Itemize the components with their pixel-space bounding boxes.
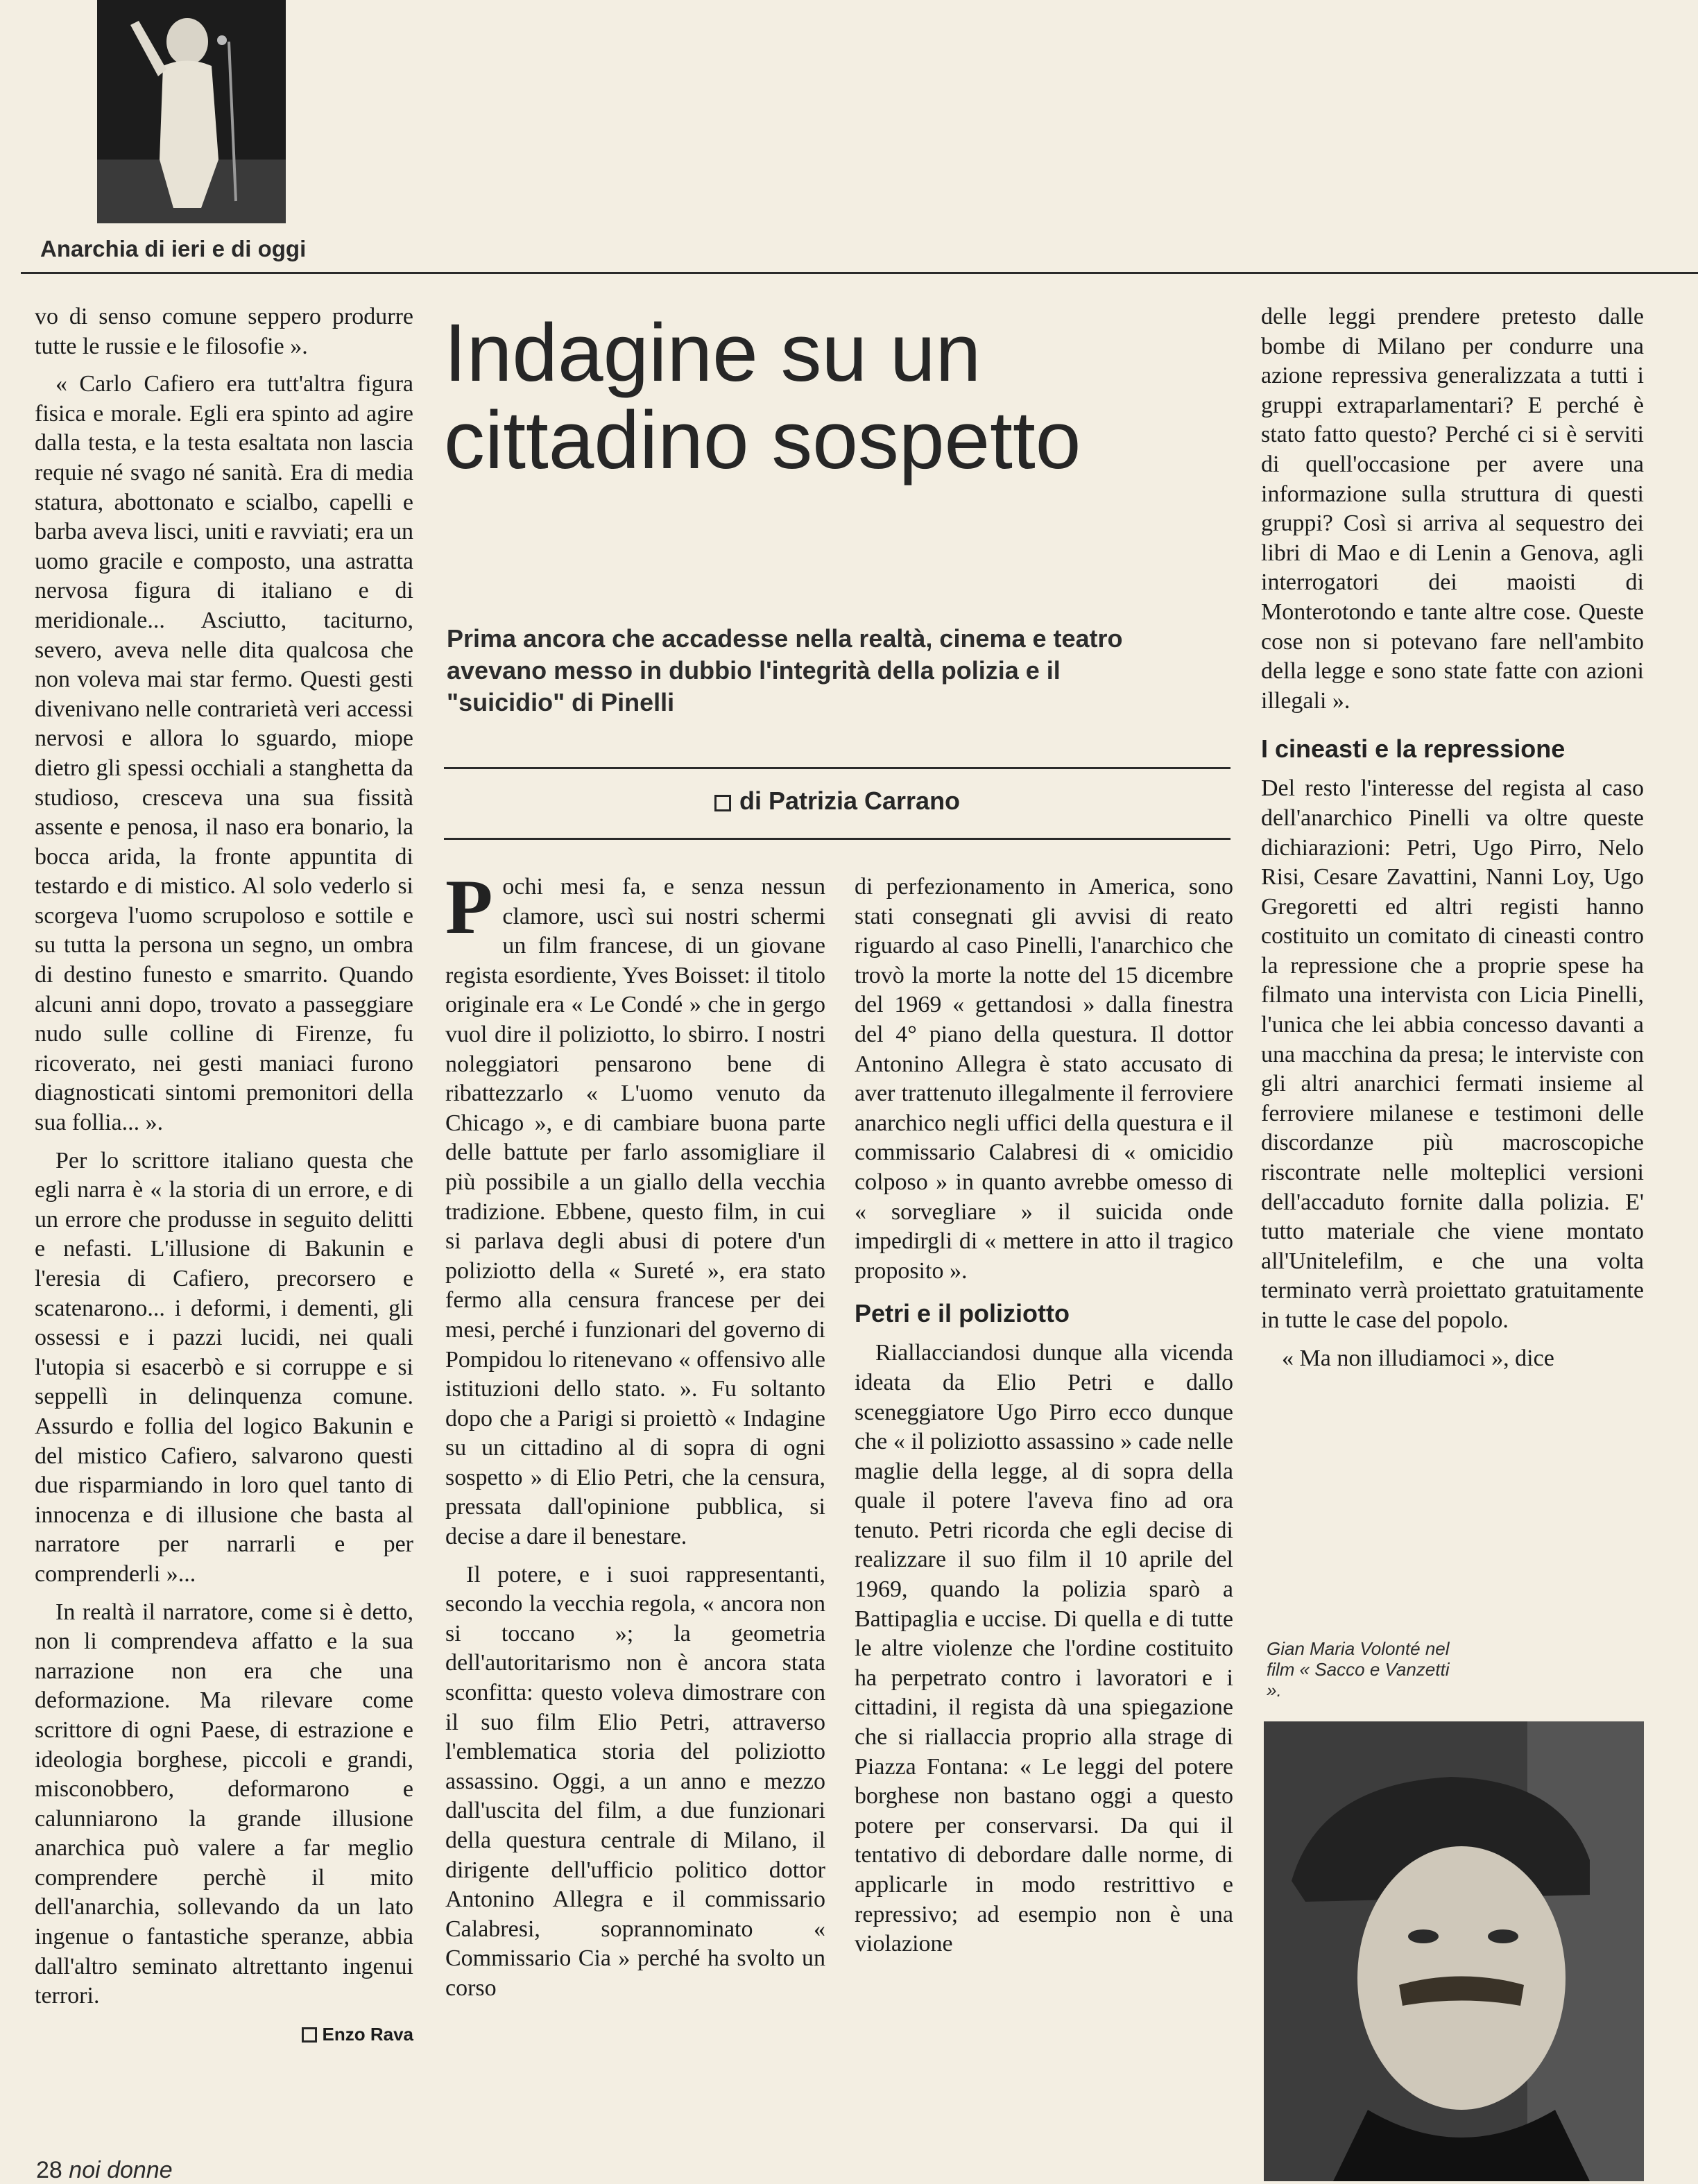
col2-paragraph bbox=[445, 864, 825, 1552]
column-2 bbox=[445, 864, 825, 2012]
col3-paragraph: di perfezionamento in America, sono stati consegnati gli avvisi di reato riguardo al caso Pinelli, l'anarchico che trovò la morte la notte del 15 dicembre del 1969 « gettandosi » dalla finestra del 4° piano della questura. Il dottor Antonino Allegra è stato accusato di aver trattenuto illegalmente il ferroviere anarchico negli uffici della questura e il commissario Calabresi di « omicidio colposo » in quanto avrebbe omesso di « sorvegliare » il suicida onde impedirgli di « mettere in atto il tragico proposito ». bbox=[855, 874, 1233, 1284]
page-number: 28 bbox=[36, 2157, 62, 2183]
singer-photo bbox=[97, 0, 286, 223]
col4-paragraph: « Ma non illudiamoci », dice bbox=[1282, 1345, 1554, 1371]
col1-paragraph: In realtà il narratore, come si è detto, non li comprendeva affatto e la sua narrazione non era che una deformazione. Ma rilevare come scrittore di ogni Paese, di estrazione e ideologia borghese, piccoli e grandi, misconobbero, deformarono e calunniarono la grande illusione anarchica può valere a far meglio comprendere perchè il mito dell'anarchia, sollevando da un lato ingenue o fantastiche speranze, abbia dall'altro seminato altrettanto ingenui terrori. bbox=[35, 1599, 413, 2009]
col2-lead-text: ochi mesi fa, e senza nessun clamore, uscì sui nostri schermi un film francese, di un giovane regista esordiente, Yves Boisset: il titolo originale era « Le Condé » che in gergo vuol dire il poliziotto, lo sbirro. I nostri noleggiatori pensarono bene di ribattezzarlo « L'uomo venuto da Chicago », e di cambiare buona parte delle battute per farlo assomigliare il più possibile a un giallo della vecchia tradizione. Ebbene, questo film, in cui si parlava degli abusi di potere d'un poliziotto della « Sureté », era stato fermo alla censura francese per dei mesi, perché i funzionari del governo di Pompidou lo ritenevano « offensivo alle istituzioni dello stato. ». Fu soltanto dopo che a Parigi si proiettò « Indagine su un cittadino al di sopra di ogni sospetto » di Elio Petri, che la censura, pressata dall'opinione pubblica, si decise a dare il benestare. bbox=[445, 874, 825, 1550]
col1-paragraph: Per lo scrittore italiano questa che egli narra è « la storia di un errore, e di un errore che produsse in seguito delitti e nefasti. L'illusione di Bakunin e l'eresia di Cafiero, precorsero e scatenarono... i deformi, i dementi, gli ossessi e i pazzi lucidi, nei quali l'utopia si esacerbò e si corruppe e si seppellì in delinquenza comune. Assurdo e follia del logico Bakunin e del mistico Cafiero, salvarono questi due risparmiando in loro quel tanto di innocenza e di illusione che basta al narratore per narrarli e per comprenderli »... bbox=[35, 1147, 413, 1587]
column-1 bbox=[35, 302, 413, 2049]
signature-text: Enzo Rava bbox=[322, 2023, 413, 2045]
portrait-illustration bbox=[1264, 1721, 1644, 2181]
col3-paragraph: Riallacciandosi dunque alla vicenda ideata da Elio Petri e dallo sceneggiatore Ugo Pirro ecco dunque che « il poliziotto assassino » cade nelle maglie della legge, al di sopra della quale il potere l'aveva fino ad ora tenuto. Petri ricorda che egli decise di realizzare il suo film il 10 aprile del 1969, quando la polizia sparò a Battipaglia e uccise. Di quella e di tutte le altre violenze che l'ordine costituito ha perpetrato contro i lavoratori e i cittadini, il regista dà una spiegazione che si riallaccia proprio alla strage di Piazza Fontana: « Le leggi del potere borghese non bastano oggi a questo potere per conservarsi. Da qui il tentativo di debordare dalle norme, di applicarle in modo restrittivo e repressivo; ad esempio non è una violazione bbox=[855, 1340, 1233, 1957]
col1-paragraph: « Carlo Cafiero era tutt'altra figura fisica e morale. Egli era spinto ad agire dalla testa, e la testa esaltata non lascia requie né svago né sanità. Era di media statura, abottonato e scialbo, capelli e barba aveva lisci, uniti e ravviati; era un uomo gracile e composto, una astratta nervosa figura di italiano e di meridionale... Asciutto, taciturno, severo, aveva nelle dita qualcosa che non voleva mai star fermo. Questi gesti divenivano nelle contrarietà veri accessi nervosi e allora lo sguardo, miope dietro gli spessi occhiali a stanghetta da studioso, cresceva una sua fissità assente e penosa, il naso era bonario, la bocca arida, la fronte appuntita di testardo e di mistico. Al solo vederlo si scorgeva l'uomo scrupoloso e sottile e su tutta la persona un segno, un ombra di destino funesto e smarrito. Quando alcuni anni dopo, trovato a passeggiare nudo sulle colline di Firenze, fu ricoverato, nei gesti maniaci furono diagnosticati sintomi premonitori della sua follia... ». bbox=[35, 371, 413, 1136]
page-footer bbox=[36, 2157, 173, 2184]
col4-paragraph: Del resto l'interesse del regista al caso dell'anarchico Pinelli va oltre queste dichiarazioni: Petri, Ugo Pirro, Nelo Risi, Cesare Zavattini, Nanni Loy, Ugo Gregoretti ed altri registi hanno costituito un comitato di cineasti contro la repressione che a proprie spese ha filmato una intervista con Licia Pinelli, l'unica che lei abbia concesso davanti a una macchina da presa; le interviste con gli altri anarchici fermati insieme al ferroviere milanese e testimoni delle discordanze più macroscopiche riscontrate nelle molteplici versioni dell'accaduto fornite dalla polizia. E' tutto materiale che viene montato all'Unitelefilm, e che una volta terminato verrà proiettato gratuitamente in tutte le case del popolo. bbox=[1261, 775, 1644, 1333]
subhead-petri: Petri e il poliziotto bbox=[855, 1299, 1070, 1328]
portrait-photo bbox=[1264, 1721, 1644, 2181]
singer-photo-illustration bbox=[97, 0, 286, 223]
drop-cap: P bbox=[445, 864, 493, 950]
byline-rule-bottom bbox=[444, 838, 1230, 840]
byline-rule-top bbox=[444, 767, 1230, 769]
photo-caption: Gian Maria Volonté nel film « Sacco e Vanzetti ». bbox=[1267, 1638, 1450, 1701]
header-rule bbox=[21, 272, 1698, 274]
col4-paragraph: delle leggi prendere pretesto dalle bombe di Milano per condurre una azione repressiva generalizzata a tutti i gruppi extraparlamentari? E perché è stato fatto questo? Perché ci si è serviti di quell'occasione per avere una informazione sulla struttura di questi gruppi? Così si arriva al sequestro dei libri di Mao e di Lenin a Genova, agli interrogatori dei maoisti di Monterotondo e tante altre cose. Queste cose non si potevano fare nell'ambito della legge e sono state fatte con azioni illegali ». bbox=[1261, 304, 1644, 714]
byline bbox=[444, 786, 1230, 816]
magazine-name: noi donne bbox=[69, 2157, 173, 2183]
square-bullet-icon bbox=[714, 795, 731, 811]
col1-paragraph: vo di senso comune seppero produrre tutte le russie e le filosofie ». bbox=[35, 304, 413, 359]
article-title: Indagine su un cittadino sospetto bbox=[444, 307, 1081, 486]
col2-paragraph: Il potere, e i suoi rappresentanti, secondo la vecchia regola, « ancora non si toccano »; la geometria dell'autoritarismo non è ancora stata sconfitta: questo voleva dimostrare con il suo film Elio Petri, attraverso l'emblematica storia del poliziotto assassino. Oggi, a un anno e mezzo dall'uscita del film, a due funzionari della questura centrale di Milano, il dirigente dell'ufficio politico dottor Antonino Allegra e il commissario Calabresi, soprannominato « Commissario Cia » perché ha svolto un corso bbox=[445, 1561, 825, 2001]
subhead-cineasti: I cineasti e la repressione bbox=[1261, 734, 1566, 764]
section-label: Anarchia di ieri e di oggi bbox=[40, 236, 307, 261]
article-deck: Prima ancora che accadesse nella realtà, cinema e teatro avevano messo in dubbio l'integrità della polizia e il "suicidio" di Pinelli bbox=[447, 624, 1123, 716]
column-3 bbox=[855, 872, 1233, 1968]
column-4 bbox=[1261, 302, 1644, 1382]
square-bullet-icon bbox=[302, 2027, 317, 2043]
byline-text: di Patrizia Carrano bbox=[739, 786, 961, 815]
author-signature bbox=[35, 2020, 413, 2049]
